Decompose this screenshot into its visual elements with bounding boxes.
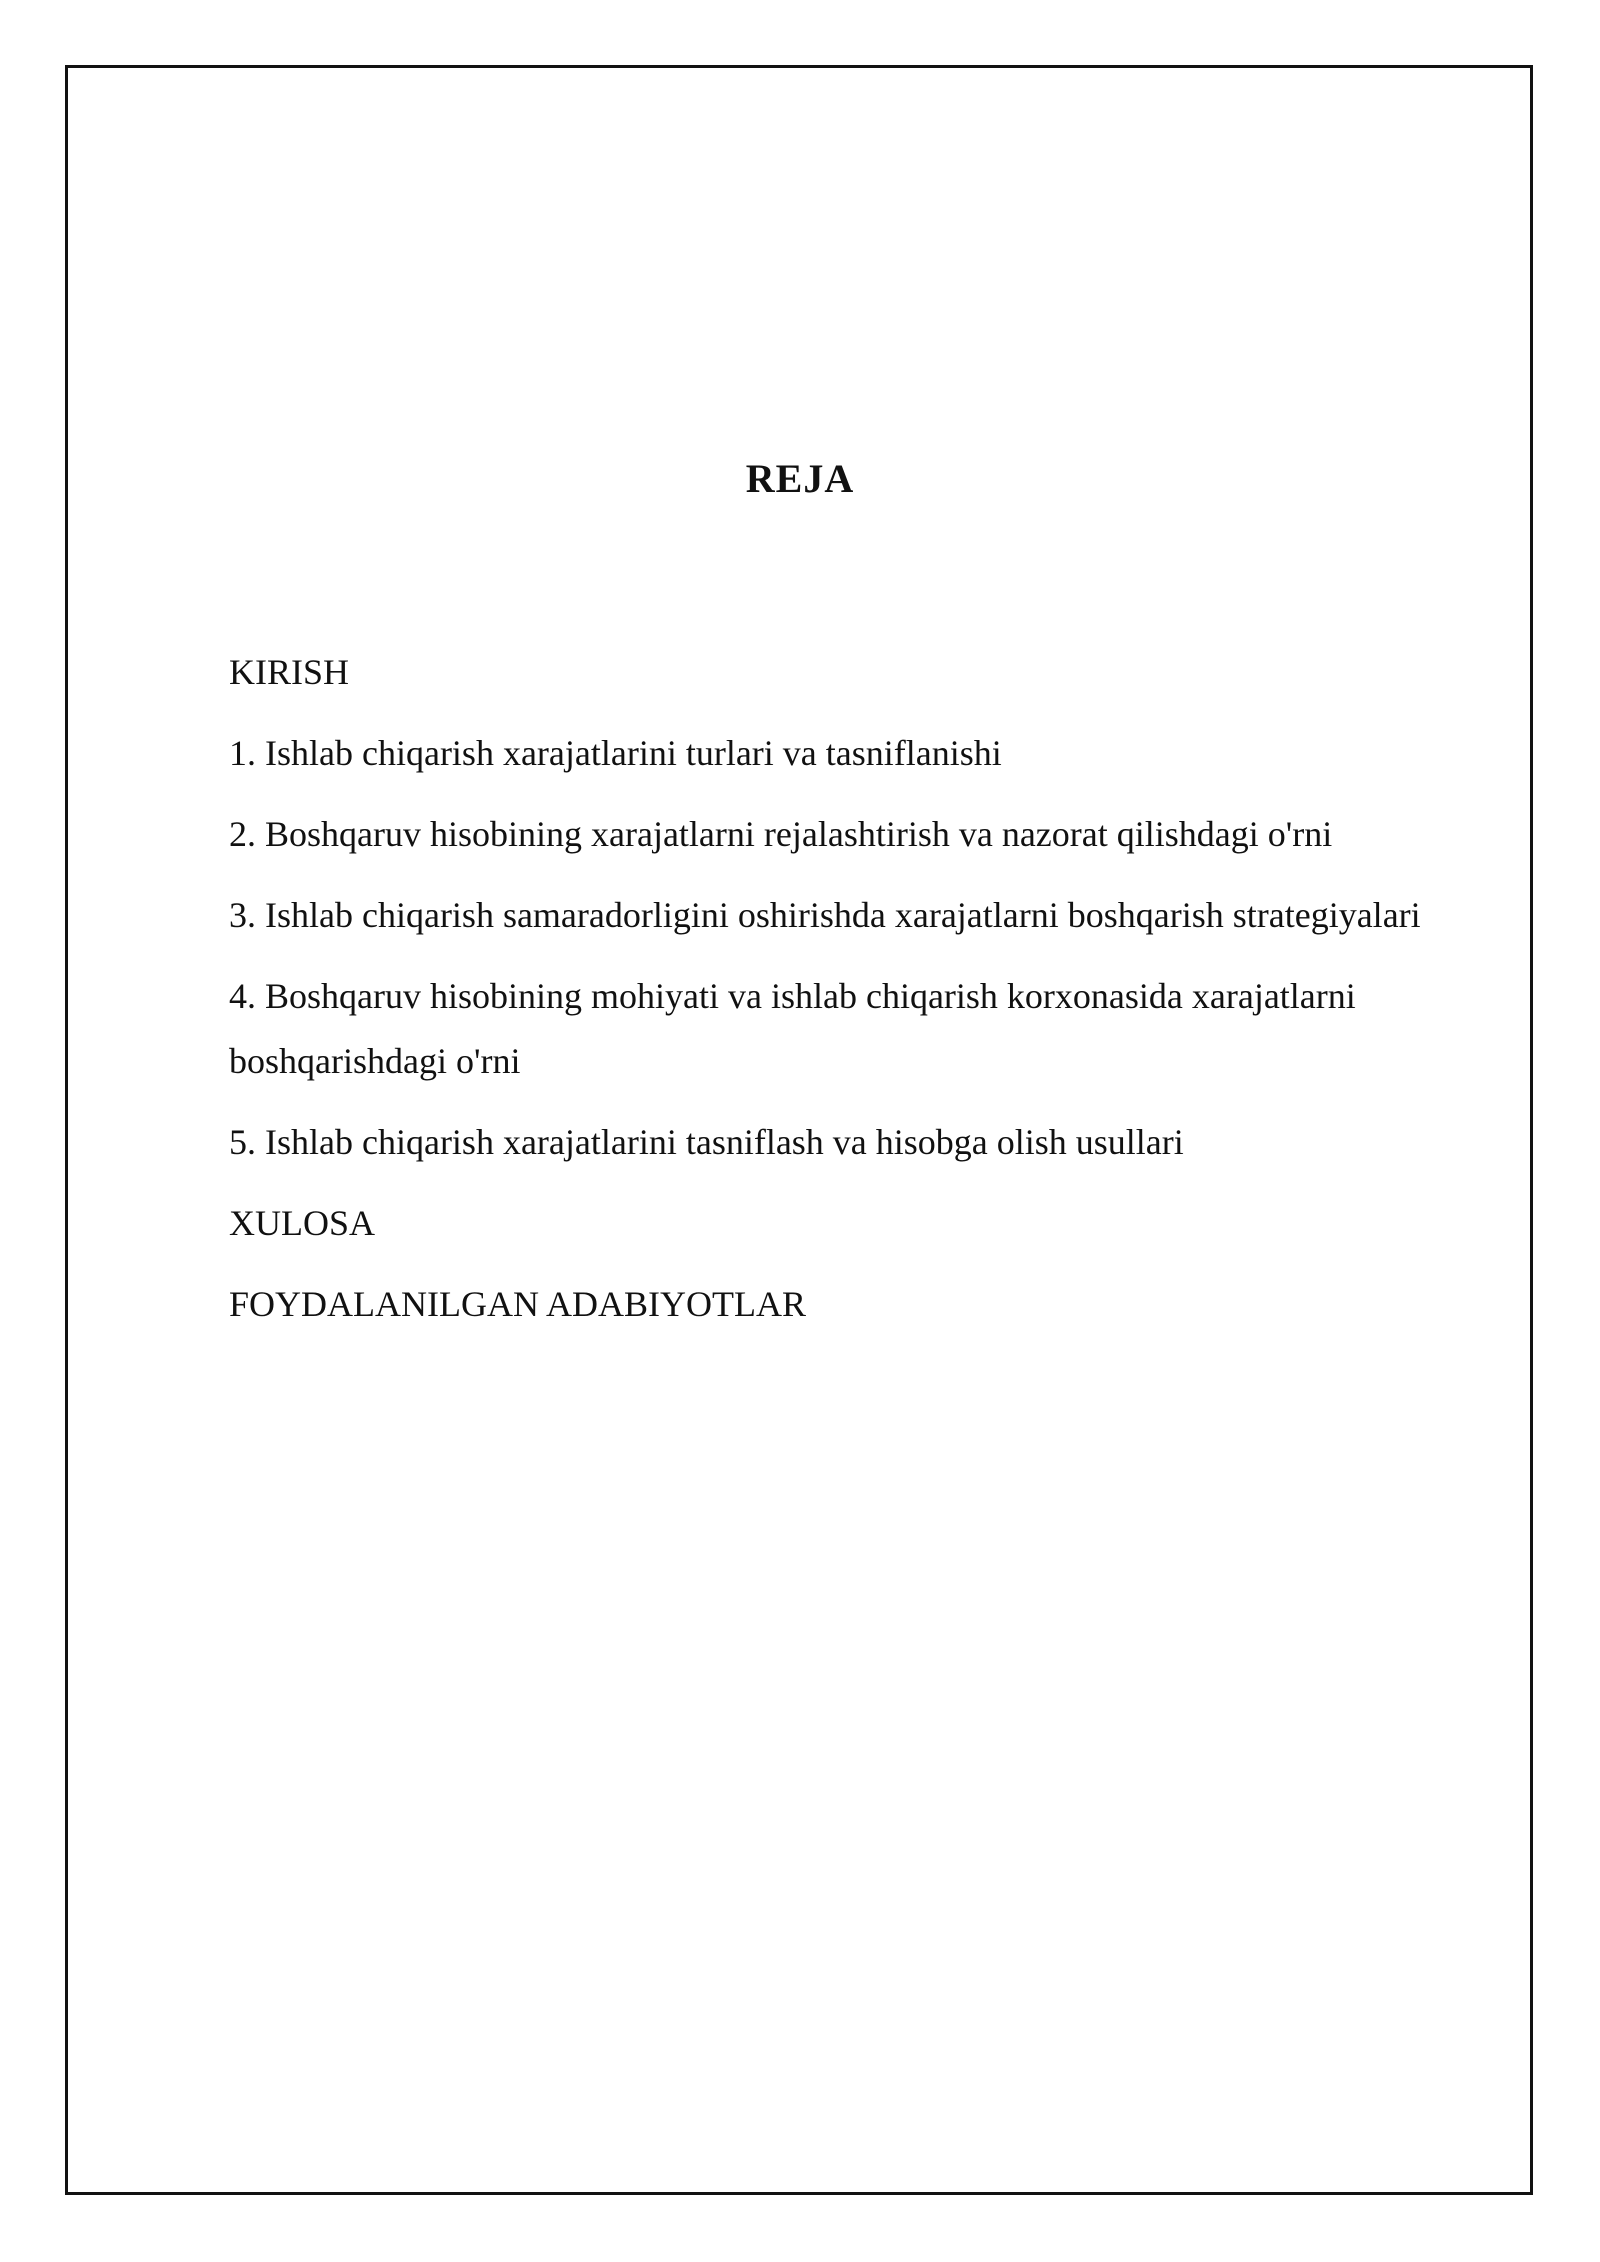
toc-item-conclusion: XULOSA xyxy=(229,1203,376,1243)
toc-item-4: 4. Boshqaruv hisobining mohiyati va ishlab chiqarish korxonasida xarajatlarni boshqarishdagi o'rni xyxy=(229,976,1356,1081)
table-of-contents xyxy=(229,640,1529,1353)
toc-item-3: 3. Ishlab chiqarish samaradorligini oshirishda xarajatlarni boshqarish strategiyalari xyxy=(229,895,1421,935)
toc-item-references: FOYDALANILGAN ADABIYOTLAR xyxy=(229,1284,806,1324)
toc-item-1: 1. Ishlab chiqarish xarajatlarini turlari va tasniflanishi xyxy=(229,733,1002,773)
toc-item-2: 2. Boshqaruv hisobining xarajatlarni rejalashtirish va nazorat qilishdagi o'rni xyxy=(229,814,1333,854)
page-title: REJA xyxy=(745,456,855,501)
toc-item-5: 5. Ishlab chiqarish xarajatlarini tasniflash va hisobga olish usullari xyxy=(229,1122,1184,1162)
toc-item-introduction: KIRISH xyxy=(229,652,350,692)
